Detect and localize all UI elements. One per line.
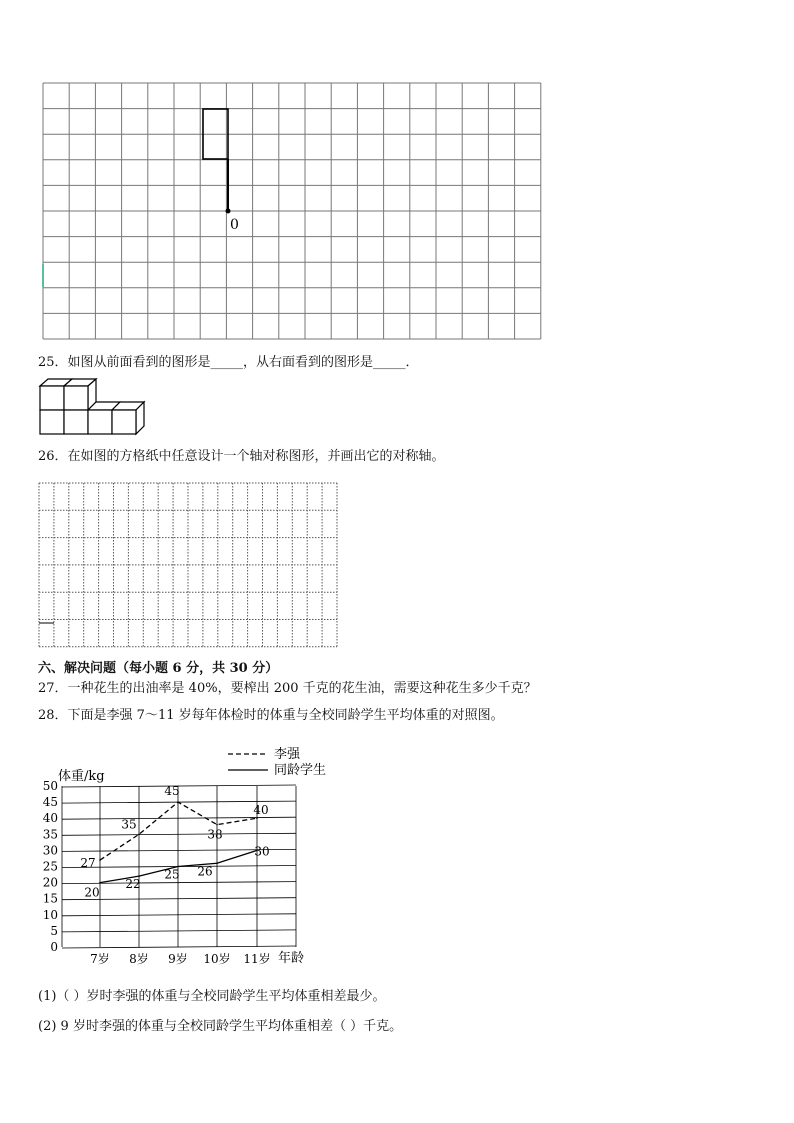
y-tick-label: 25 xyxy=(42,859,58,874)
data-point xyxy=(99,859,101,861)
data-label: 20 xyxy=(84,885,100,900)
x-axis-label: 年龄 xyxy=(278,951,305,966)
y-tick-label: 15 xyxy=(42,891,58,906)
data-label: 35 xyxy=(121,817,137,832)
data-label: 30 xyxy=(254,844,270,859)
data-point xyxy=(216,862,218,864)
question-25: 25．如图从前面看到的图形是_____，从右面看到的图形是_____． xyxy=(38,355,419,370)
question-27: 27．一种花生的出油率是 40%，要榨出 200 千克的花生油，需要这种花生多少千克？ xyxy=(38,681,537,696)
chart-legend xyxy=(228,746,326,778)
section-title: 六、解决问题（每小题 6 分，共 30 分） xyxy=(38,661,279,676)
weight-chart xyxy=(30,740,350,975)
x-tick-label: 7岁 xyxy=(90,952,110,966)
question-28-part-2: (2) 9 岁时李强的体重与全校同龄学生平均体重相差（ ）千克。 xyxy=(38,1019,403,1034)
y-tick-label: 35 xyxy=(42,827,58,842)
data-label: 25 xyxy=(164,867,180,882)
legend-label-peers: 同龄学生 xyxy=(274,763,327,778)
x-tick-label: 11岁 xyxy=(243,952,271,966)
data-point xyxy=(216,824,218,826)
x-tick-label: 10岁 xyxy=(203,952,231,966)
y-tick-label: 50 xyxy=(42,779,58,793)
grid-line-h xyxy=(62,946,296,948)
y-tick-label: 0 xyxy=(50,940,58,954)
data-label: 27 xyxy=(80,856,96,871)
grid-2-dotted xyxy=(36,480,342,650)
data-label: 45 xyxy=(164,784,180,799)
legend-label-liqiang: 李强 xyxy=(274,747,301,762)
data-label: 26 xyxy=(197,864,213,879)
y-tick-label: 20 xyxy=(42,875,58,890)
y-tick-label: 30 xyxy=(42,843,58,858)
data-label: 22 xyxy=(125,877,141,892)
grid-1 xyxy=(40,80,550,345)
grid-line-h xyxy=(62,914,296,916)
question-26: 26．在如图的方格纸中任意设计一个轴对称图形，并画出它的对称轴。 xyxy=(38,449,445,464)
data-point xyxy=(99,882,101,884)
grid-line-h xyxy=(62,833,296,835)
data-point xyxy=(138,834,140,836)
data-label: 40 xyxy=(253,803,269,818)
data-point xyxy=(256,817,258,819)
grid1-origin-label: 0 xyxy=(230,217,239,233)
cube-figure xyxy=(38,378,153,440)
grid-line-h xyxy=(62,930,296,932)
question-28: 28．下面是李强 7～11 岁每年体检时的体重与全校同龄学生平均体重的对照图。 xyxy=(38,708,504,723)
grid-line-h xyxy=(62,817,296,819)
y-tick-label: 45 xyxy=(42,795,58,810)
y-axis-label: 体重/kg xyxy=(58,769,105,784)
grid1-origin-point xyxy=(226,209,231,214)
data-point xyxy=(177,801,179,803)
y-tick-label: 5 xyxy=(50,923,58,938)
y-tick-label: 40 xyxy=(42,811,58,826)
data-label: 38 xyxy=(207,827,223,842)
y-tick-label: 10 xyxy=(42,907,58,922)
x-tick-label: 8岁 xyxy=(129,952,149,966)
x-tick-label: 9岁 xyxy=(168,952,188,966)
question-28-part-1: (1)（ ）岁时李强的体重与全校同龄学生平均体重相差最少。 xyxy=(38,989,386,1004)
grid-line-h xyxy=(62,882,296,884)
